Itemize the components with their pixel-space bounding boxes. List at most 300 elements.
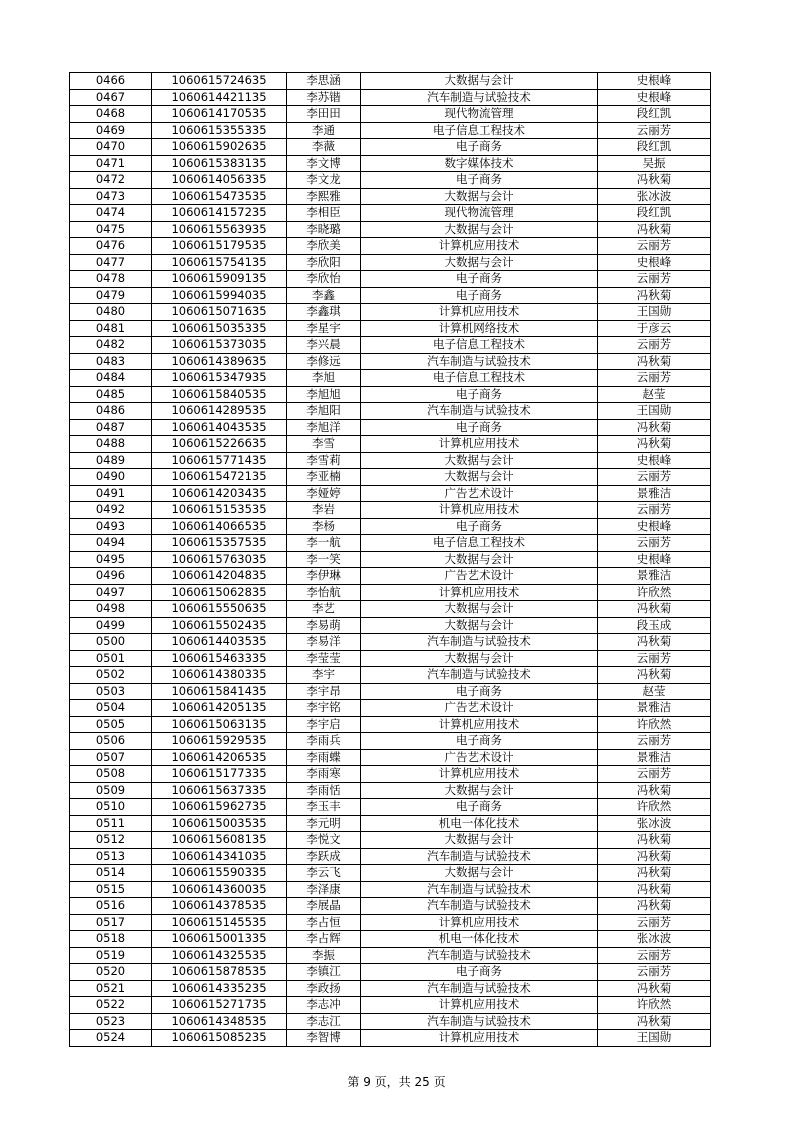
teacher-cell: 云丽芳 bbox=[598, 238, 711, 255]
exam-id-cell: 1060614389635 bbox=[152, 353, 287, 370]
seq-number-cell: 0474 bbox=[70, 205, 152, 222]
seq-number-cell: 0519 bbox=[70, 947, 152, 964]
table-row bbox=[70, 221, 711, 238]
student-name-cell: 李泽康 bbox=[287, 881, 361, 898]
student-name-cell: 李雨寒 bbox=[287, 766, 361, 783]
table-row bbox=[70, 1013, 711, 1030]
student-name-cell: 李欣美 bbox=[287, 238, 361, 255]
table-row bbox=[70, 568, 711, 585]
teacher-cell: 冯秋菊 bbox=[598, 832, 711, 849]
major-cell: 大数据与会计 bbox=[361, 650, 598, 667]
exam-id-cell: 1060615724635 bbox=[152, 73, 287, 90]
major-cell: 大数据与会计 bbox=[361, 469, 598, 486]
major-cell: 现代物流管理 bbox=[361, 106, 598, 123]
teacher-cell: 云丽芳 bbox=[598, 122, 711, 139]
seq-number-cell: 0475 bbox=[70, 221, 152, 238]
table-row bbox=[70, 931, 711, 948]
student-name-cell: 李苏锴 bbox=[287, 89, 361, 106]
table-row bbox=[70, 403, 711, 420]
teacher-cell: 冯秋菊 bbox=[598, 287, 711, 304]
seq-number-cell: 0502 bbox=[70, 667, 152, 684]
major-cell: 广告艺术设计 bbox=[361, 485, 598, 502]
table-row bbox=[70, 89, 711, 106]
major-cell: 电子商务 bbox=[361, 683, 598, 700]
student-name-cell: 李鑫琪 bbox=[287, 304, 361, 321]
major-cell: 计算机网络技术 bbox=[361, 320, 598, 337]
exam-id-cell: 1060615771435 bbox=[152, 452, 287, 469]
teacher-cell: 云丽芳 bbox=[598, 535, 711, 552]
student-name-cell: 李镇江 bbox=[287, 964, 361, 981]
seq-number-cell: 0478 bbox=[70, 271, 152, 288]
seq-number-cell: 0517 bbox=[70, 914, 152, 931]
exam-id-cell: 1060614157235 bbox=[152, 205, 287, 222]
exam-id-cell: 1060614325535 bbox=[152, 947, 287, 964]
seq-number-cell: 0515 bbox=[70, 881, 152, 898]
exam-id-cell: 1060615909135 bbox=[152, 271, 287, 288]
major-cell: 汽车制造与试验技术 bbox=[361, 634, 598, 651]
table-row bbox=[70, 304, 711, 321]
seq-number-cell: 0513 bbox=[70, 848, 152, 865]
exam-id-cell: 1060614203435 bbox=[152, 485, 287, 502]
major-cell: 电子商务 bbox=[361, 172, 598, 189]
exam-id-cell: 1060615226635 bbox=[152, 436, 287, 453]
seq-number-cell: 0476 bbox=[70, 238, 152, 255]
table-row bbox=[70, 73, 711, 90]
major-cell: 计算机应用技术 bbox=[361, 238, 598, 255]
student-name-cell: 李亚楠 bbox=[287, 469, 361, 486]
teacher-cell: 史根峰 bbox=[598, 518, 711, 535]
table-row bbox=[70, 650, 711, 667]
student-name-cell: 李旭洋 bbox=[287, 419, 361, 436]
teacher-cell: 段玉成 bbox=[598, 617, 711, 634]
student-name-cell: 李一笑 bbox=[287, 551, 361, 568]
table-row bbox=[70, 667, 711, 684]
student-table-container bbox=[69, 72, 711, 1047]
major-cell: 汽车制造与试验技术 bbox=[361, 898, 598, 915]
seq-number-cell: 0516 bbox=[70, 898, 152, 915]
teacher-cell: 冯秋菊 bbox=[598, 634, 711, 651]
teacher-cell: 冯秋菊 bbox=[598, 436, 711, 453]
exam-id-cell: 1060615608135 bbox=[152, 832, 287, 849]
teacher-cell: 冯秋菊 bbox=[598, 1013, 711, 1030]
table-row bbox=[70, 106, 711, 123]
major-cell: 大数据与会计 bbox=[361, 601, 598, 618]
teacher-cell: 段红凯 bbox=[598, 106, 711, 123]
table-row bbox=[70, 205, 711, 222]
student-name-cell: 李晓璐 bbox=[287, 221, 361, 238]
teacher-cell: 许欣然 bbox=[598, 997, 711, 1014]
student-name-cell: 李薇 bbox=[287, 139, 361, 156]
teacher-cell: 云丽芳 bbox=[598, 469, 711, 486]
teacher-cell: 云丽芳 bbox=[598, 271, 711, 288]
teacher-cell: 史根峰 bbox=[598, 551, 711, 568]
major-cell: 大数据与会计 bbox=[361, 452, 598, 469]
exam-id-cell: 1060615179535 bbox=[152, 238, 287, 255]
exam-id-cell: 1060615962735 bbox=[152, 799, 287, 816]
student-name-cell: 李思涵 bbox=[287, 73, 361, 90]
major-cell: 汽车制造与试验技术 bbox=[361, 353, 598, 370]
student-name-cell: 李振 bbox=[287, 947, 361, 964]
student-name-cell: 李志江 bbox=[287, 1013, 361, 1030]
exam-id-cell: 1060614403535 bbox=[152, 634, 287, 651]
exam-id-cell: 1060614378535 bbox=[152, 898, 287, 915]
major-cell: 电子信息工程技术 bbox=[361, 535, 598, 552]
teacher-cell: 冯秋菊 bbox=[598, 221, 711, 238]
teacher-cell: 赵莹 bbox=[598, 386, 711, 403]
seq-number-cell: 0499 bbox=[70, 617, 152, 634]
major-cell: 数字媒体技术 bbox=[361, 155, 598, 172]
teacher-cell: 段红凯 bbox=[598, 139, 711, 156]
major-cell: 汽车制造与试验技术 bbox=[361, 89, 598, 106]
teacher-cell: 张冰波 bbox=[598, 815, 711, 832]
student-name-cell: 李宇 bbox=[287, 667, 361, 684]
table-row bbox=[70, 485, 711, 502]
teacher-cell: 许欣然 bbox=[598, 716, 711, 733]
seq-number-cell: 0470 bbox=[70, 139, 152, 156]
teacher-cell: 王国勋 bbox=[598, 1030, 711, 1047]
seq-number-cell: 0477 bbox=[70, 254, 152, 271]
exam-id-cell: 1060615502435 bbox=[152, 617, 287, 634]
major-cell: 计算机应用技术 bbox=[361, 1030, 598, 1047]
major-cell: 大数据与会计 bbox=[361, 865, 598, 882]
seq-number-cell: 0469 bbox=[70, 122, 152, 139]
table-row bbox=[70, 139, 711, 156]
seq-number-cell: 0496 bbox=[70, 568, 152, 585]
table-row bbox=[70, 749, 711, 766]
teacher-cell: 冯秋菊 bbox=[598, 419, 711, 436]
major-cell: 电子商务 bbox=[361, 271, 598, 288]
major-cell: 大数据与会计 bbox=[361, 617, 598, 634]
seq-number-cell: 0503 bbox=[70, 683, 152, 700]
exam-id-cell: 1060615063135 bbox=[152, 716, 287, 733]
exam-id-cell: 1060614335235 bbox=[152, 980, 287, 997]
major-cell: 计算机应用技术 bbox=[361, 997, 598, 1014]
exam-id-cell: 1060614421135 bbox=[152, 89, 287, 106]
seq-number-cell: 0487 bbox=[70, 419, 152, 436]
seq-number-cell: 0488 bbox=[70, 436, 152, 453]
teacher-cell: 云丽芳 bbox=[598, 502, 711, 519]
seq-number-cell: 0492 bbox=[70, 502, 152, 519]
student-name-cell: 李岩 bbox=[287, 502, 361, 519]
table-row bbox=[70, 271, 711, 288]
major-cell: 计算机应用技术 bbox=[361, 766, 598, 783]
major-cell: 电子商务 bbox=[361, 419, 598, 436]
table-row bbox=[70, 535, 711, 552]
major-cell: 电子商务 bbox=[361, 964, 598, 981]
seq-number-cell: 0521 bbox=[70, 980, 152, 997]
table-row bbox=[70, 172, 711, 189]
exam-id-cell: 1060614348535 bbox=[152, 1013, 287, 1030]
exam-id-cell: 1060615062835 bbox=[152, 584, 287, 601]
seq-number-cell: 0481 bbox=[70, 320, 152, 337]
table-row bbox=[70, 700, 711, 717]
seq-number-cell: 0500 bbox=[70, 634, 152, 651]
table-row bbox=[70, 238, 711, 255]
seq-number-cell: 0480 bbox=[70, 304, 152, 321]
exam-id-cell: 1060615463335 bbox=[152, 650, 287, 667]
major-cell: 大数据与会计 bbox=[361, 551, 598, 568]
teacher-cell: 赵莹 bbox=[598, 683, 711, 700]
exam-id-cell: 1060614360035 bbox=[152, 881, 287, 898]
major-cell: 计算机应用技术 bbox=[361, 436, 598, 453]
exam-id-cell: 1060615177335 bbox=[152, 766, 287, 783]
student-name-cell: 李云飞 bbox=[287, 865, 361, 882]
table-row bbox=[70, 452, 711, 469]
seq-number-cell: 0495 bbox=[70, 551, 152, 568]
teacher-cell: 冯秋菊 bbox=[598, 667, 711, 684]
exam-id-cell: 1060615383135 bbox=[152, 155, 287, 172]
student-name-cell: 李旭 bbox=[287, 370, 361, 387]
teacher-cell: 张冰波 bbox=[598, 931, 711, 948]
table-row bbox=[70, 997, 711, 1014]
teacher-cell: 冯秋菊 bbox=[598, 865, 711, 882]
table-row bbox=[70, 716, 711, 733]
major-cell: 计算机应用技术 bbox=[361, 502, 598, 519]
seq-number-cell: 0483 bbox=[70, 353, 152, 370]
student-name-cell: 李娅婷 bbox=[287, 485, 361, 502]
student-name-cell: 李杨 bbox=[287, 518, 361, 535]
table-row bbox=[70, 584, 711, 601]
table-row bbox=[70, 683, 711, 700]
student-name-cell: 李展晶 bbox=[287, 898, 361, 915]
student-name-cell: 李兴晨 bbox=[287, 337, 361, 354]
student-name-cell: 李宇启 bbox=[287, 716, 361, 733]
teacher-cell: 冯秋菊 bbox=[598, 980, 711, 997]
table-row bbox=[70, 469, 711, 486]
table-row bbox=[70, 980, 711, 997]
student-name-cell: 李旭旭 bbox=[287, 386, 361, 403]
major-cell: 电子商务 bbox=[361, 287, 598, 304]
student-name-cell: 李易洋 bbox=[287, 634, 361, 651]
student-name-cell: 李易萌 bbox=[287, 617, 361, 634]
exam-id-cell: 1060615153535 bbox=[152, 502, 287, 519]
seq-number-cell: 0486 bbox=[70, 403, 152, 420]
exam-id-cell: 1060615841435 bbox=[152, 683, 287, 700]
table-row bbox=[70, 914, 711, 931]
table-row bbox=[70, 254, 711, 271]
teacher-cell: 王国勋 bbox=[598, 403, 711, 420]
seq-number-cell: 0494 bbox=[70, 535, 152, 552]
major-cell: 机电一体化技术 bbox=[361, 931, 598, 948]
exam-id-cell: 1060615085235 bbox=[152, 1030, 287, 1047]
student-name-cell: 李宇铭 bbox=[287, 700, 361, 717]
teacher-cell: 云丽芳 bbox=[598, 337, 711, 354]
major-cell: 电子信息工程技术 bbox=[361, 122, 598, 139]
exam-id-cell: 1060614206535 bbox=[152, 749, 287, 766]
major-cell: 汽车制造与试验技术 bbox=[361, 403, 598, 420]
seq-number-cell: 0489 bbox=[70, 452, 152, 469]
table-row bbox=[70, 1030, 711, 1047]
seq-number-cell: 0484 bbox=[70, 370, 152, 387]
exam-id-cell: 1060614170535 bbox=[152, 106, 287, 123]
major-cell: 电子商务 bbox=[361, 799, 598, 816]
exam-id-cell: 1060615145535 bbox=[152, 914, 287, 931]
table-row bbox=[70, 947, 711, 964]
major-cell: 大数据与会计 bbox=[361, 221, 598, 238]
student-name-cell: 李修远 bbox=[287, 353, 361, 370]
major-cell: 计算机应用技术 bbox=[361, 584, 598, 601]
student-name-cell: 李莹莹 bbox=[287, 650, 361, 667]
teacher-cell: 张冰波 bbox=[598, 188, 711, 205]
major-cell: 大数据与会计 bbox=[361, 73, 598, 90]
teacher-cell: 云丽芳 bbox=[598, 766, 711, 783]
seq-number-cell: 0512 bbox=[70, 832, 152, 849]
student-name-cell: 李文龙 bbox=[287, 172, 361, 189]
teacher-cell: 云丽芳 bbox=[598, 370, 711, 387]
major-cell: 计算机应用技术 bbox=[361, 914, 598, 931]
table-row bbox=[70, 551, 711, 568]
table-row bbox=[70, 518, 711, 535]
teacher-cell: 史根峰 bbox=[598, 73, 711, 90]
teacher-cell: 史根峰 bbox=[598, 89, 711, 106]
table-row bbox=[70, 370, 711, 387]
student-name-cell: 李占辉 bbox=[287, 931, 361, 948]
seq-number-cell: 0518 bbox=[70, 931, 152, 948]
exam-id-cell: 1060615637335 bbox=[152, 782, 287, 799]
seq-number-cell: 0505 bbox=[70, 716, 152, 733]
student-name-cell: 李怡航 bbox=[287, 584, 361, 601]
seq-number-cell: 0498 bbox=[70, 601, 152, 618]
exam-id-cell: 1060615035335 bbox=[152, 320, 287, 337]
table-row bbox=[70, 634, 711, 651]
table-row bbox=[70, 502, 711, 519]
major-cell: 汽车制造与试验技术 bbox=[361, 1013, 598, 1030]
table-row bbox=[70, 848, 711, 865]
table-row bbox=[70, 832, 711, 849]
table-row bbox=[70, 881, 711, 898]
table-row bbox=[70, 155, 711, 172]
exam-id-cell: 1060615472135 bbox=[152, 469, 287, 486]
teacher-cell: 于彦云 bbox=[598, 320, 711, 337]
student-name-cell: 李雨兵 bbox=[287, 733, 361, 750]
major-cell: 电子信息工程技术 bbox=[361, 337, 598, 354]
major-cell: 计算机应用技术 bbox=[361, 716, 598, 733]
teacher-cell: 冯秋菊 bbox=[598, 601, 711, 618]
seq-number-cell: 0510 bbox=[70, 799, 152, 816]
student-name-cell: 李悦文 bbox=[287, 832, 361, 849]
student-name-cell: 李雪莉 bbox=[287, 452, 361, 469]
table-row bbox=[70, 617, 711, 634]
major-cell: 电子商务 bbox=[361, 386, 598, 403]
teacher-cell: 景雅洁 bbox=[598, 485, 711, 502]
table-row bbox=[70, 386, 711, 403]
teacher-cell: 吴振 bbox=[598, 155, 711, 172]
teacher-cell: 许欣然 bbox=[598, 584, 711, 601]
exam-id-cell: 1060615590335 bbox=[152, 865, 287, 882]
student-name-cell: 李星宇 bbox=[287, 320, 361, 337]
teacher-cell: 冯秋菊 bbox=[598, 353, 711, 370]
table-row bbox=[70, 865, 711, 882]
teacher-cell: 云丽芳 bbox=[598, 650, 711, 667]
table-row bbox=[70, 122, 711, 139]
seq-number-cell: 0508 bbox=[70, 766, 152, 783]
student-name-cell: 李相臣 bbox=[287, 205, 361, 222]
seq-number-cell: 0504 bbox=[70, 700, 152, 717]
exam-id-cell: 1060615763035 bbox=[152, 551, 287, 568]
table-row bbox=[70, 337, 711, 354]
student-name-cell: 李雨蝶 bbox=[287, 749, 361, 766]
teacher-cell: 云丽芳 bbox=[598, 947, 711, 964]
teacher-cell: 冯秋菊 bbox=[598, 898, 711, 915]
exam-id-cell: 1060615550635 bbox=[152, 601, 287, 618]
seq-number-cell: 0468 bbox=[70, 106, 152, 123]
seq-number-cell: 0466 bbox=[70, 73, 152, 90]
exam-id-cell: 1060615840535 bbox=[152, 386, 287, 403]
table-row bbox=[70, 601, 711, 618]
student-name-cell: 李欣怡 bbox=[287, 271, 361, 288]
student-name-cell: 李鑫 bbox=[287, 287, 361, 304]
major-cell: 汽车制造与试验技术 bbox=[361, 980, 598, 997]
teacher-cell: 云丽芳 bbox=[598, 964, 711, 981]
table-row bbox=[70, 815, 711, 832]
table-row bbox=[70, 188, 711, 205]
exam-id-cell: 1060615003535 bbox=[152, 815, 287, 832]
seq-number-cell: 0507 bbox=[70, 749, 152, 766]
seq-number-cell: 0497 bbox=[70, 584, 152, 601]
table-row bbox=[70, 287, 711, 304]
major-cell: 大数据与会计 bbox=[361, 254, 598, 271]
seq-number-cell: 0506 bbox=[70, 733, 152, 750]
seq-number-cell: 0472 bbox=[70, 172, 152, 189]
seq-number-cell: 0482 bbox=[70, 337, 152, 354]
major-cell: 电子商务 bbox=[361, 518, 598, 535]
major-cell: 大数据与会计 bbox=[361, 782, 598, 799]
student-name-cell: 李志冲 bbox=[287, 997, 361, 1014]
exam-id-cell: 1060614043535 bbox=[152, 419, 287, 436]
table-body bbox=[70, 73, 711, 1047]
student-name-cell: 李政扬 bbox=[287, 980, 361, 997]
student-name-cell: 李艺 bbox=[287, 601, 361, 618]
exam-id-cell: 1060615347935 bbox=[152, 370, 287, 387]
student-name-cell: 李跃成 bbox=[287, 848, 361, 865]
major-cell: 广告艺术设计 bbox=[361, 568, 598, 585]
table-row bbox=[70, 766, 711, 783]
student-name-cell: 李文博 bbox=[287, 155, 361, 172]
major-cell: 电子信息工程技术 bbox=[361, 370, 598, 387]
student-name-cell: 李旭阳 bbox=[287, 403, 361, 420]
exam-id-cell: 1060614204835 bbox=[152, 568, 287, 585]
seq-number-cell: 0520 bbox=[70, 964, 152, 981]
exam-id-cell: 1060615563935 bbox=[152, 221, 287, 238]
table-row bbox=[70, 419, 711, 436]
seq-number-cell: 0479 bbox=[70, 287, 152, 304]
exam-id-cell: 1060614066535 bbox=[152, 518, 287, 535]
seq-number-cell: 0509 bbox=[70, 782, 152, 799]
seq-number-cell: 0514 bbox=[70, 865, 152, 882]
major-cell: 大数据与会计 bbox=[361, 832, 598, 849]
student-name-cell: 李田田 bbox=[287, 106, 361, 123]
seq-number-cell: 0493 bbox=[70, 518, 152, 535]
exam-id-cell: 1060615754135 bbox=[152, 254, 287, 271]
major-cell: 汽车制造与试验技术 bbox=[361, 947, 598, 964]
teacher-cell: 景雅洁 bbox=[598, 700, 711, 717]
major-cell: 汽车制造与试验技术 bbox=[361, 667, 598, 684]
teacher-cell: 云丽芳 bbox=[598, 733, 711, 750]
major-cell: 广告艺术设计 bbox=[361, 700, 598, 717]
teacher-cell: 云丽芳 bbox=[598, 914, 711, 931]
table-row bbox=[70, 782, 711, 799]
table-row bbox=[70, 733, 711, 750]
seq-number-cell: 0473 bbox=[70, 188, 152, 205]
student-table bbox=[69, 72, 711, 1047]
student-name-cell: 李一航 bbox=[287, 535, 361, 552]
seq-number-cell: 0485 bbox=[70, 386, 152, 403]
page-footer: 第 9 页，共 25 页 bbox=[347, 1075, 446, 1089]
exam-id-cell: 1060615373035 bbox=[152, 337, 287, 354]
table-row bbox=[70, 799, 711, 816]
table-row bbox=[70, 353, 711, 370]
major-cell: 机电一体化技术 bbox=[361, 815, 598, 832]
